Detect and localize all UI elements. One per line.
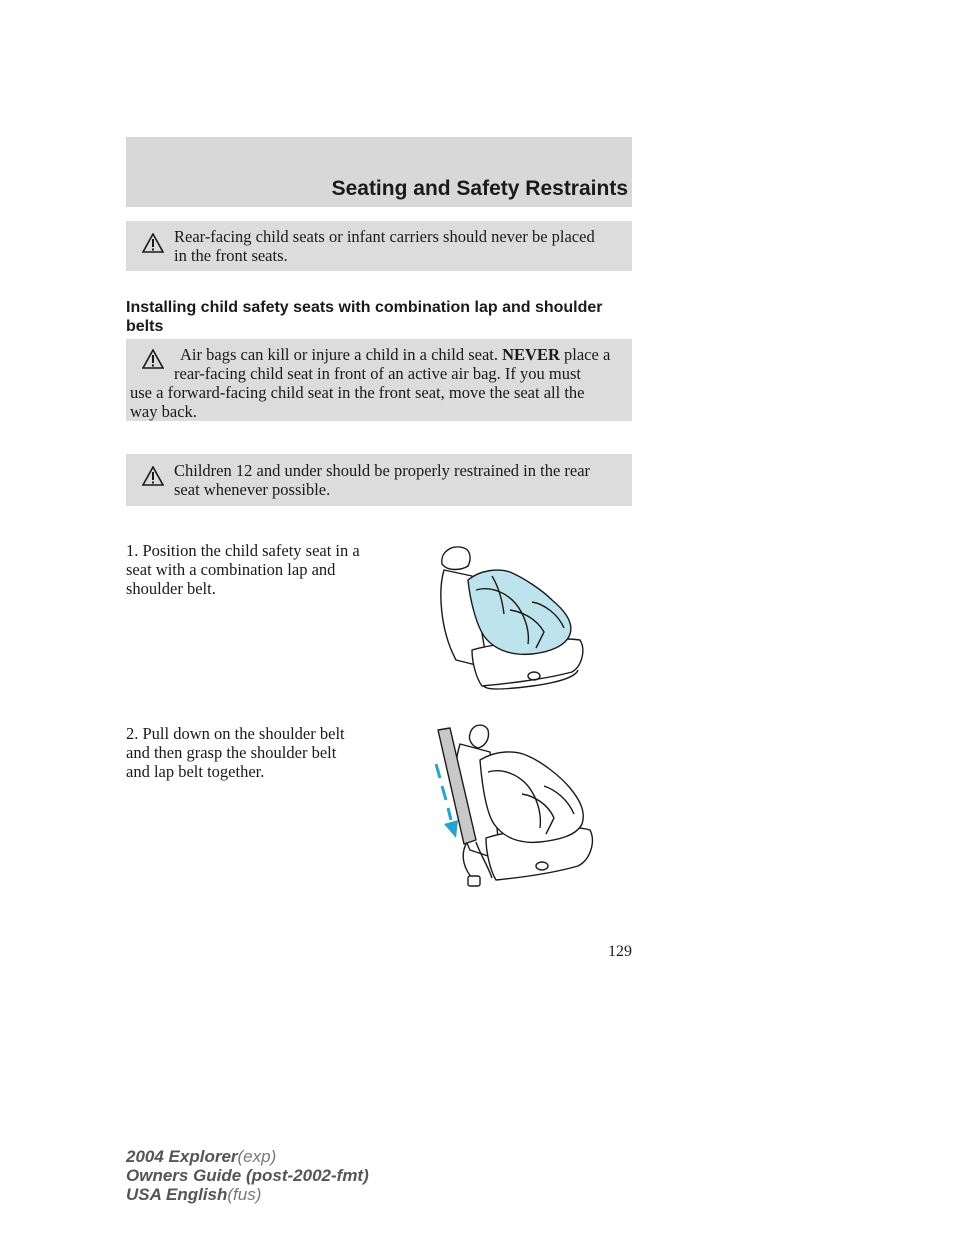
- footer-line: [126, 1185, 369, 1204]
- step-line: and lap belt together.: [126, 762, 265, 781]
- footer-language: USA English: [126, 1185, 228, 1204]
- warning-box-air-bags: [126, 339, 632, 421]
- warning-box-front-seats: [126, 221, 632, 271]
- document-footer: [126, 1147, 369, 1204]
- section-heading-line: belts: [126, 318, 164, 335]
- section-heading: [126, 298, 632, 336]
- footer-model: 2004 Explorer: [126, 1147, 238, 1166]
- warning-line: way back.: [130, 402, 197, 421]
- warning-line: [126, 345, 632, 364]
- warning-line: use a forward-facing child seat in the front seat, move the seat all the: [130, 383, 585, 402]
- step-line: seat with a combination lap and: [126, 560, 336, 579]
- warning-text: place a: [564, 345, 611, 364]
- warning-emphasis: NEVER: [502, 345, 560, 364]
- step-2-text: [126, 724, 396, 781]
- page-number: 129: [608, 943, 632, 960]
- warning-line: seat whenever possible.: [174, 480, 331, 499]
- warning-line: Children 12 and under should be properly restrained in the rear: [174, 461, 591, 480]
- footer-line: [126, 1147, 369, 1166]
- warning-triangle-icon: [142, 466, 164, 486]
- child-seat-illustration: [432, 540, 592, 700]
- footer-code: (fus): [227, 1185, 262, 1204]
- warning-line: rear-facing child seat in front of an active air bag. If you must: [174, 364, 581, 383]
- shoulder-belt-illustration: [430, 720, 600, 890]
- warning-line: Rear-facing child seats or infant carriers should never be placed: [174, 227, 595, 246]
- warning-text: Air bags can kill or injure a child in a child seat.: [180, 345, 498, 364]
- step-line: 1. Position the child safety seat in a: [126, 541, 360, 560]
- section-title: Seating and Safety Restraints: [331, 177, 628, 200]
- footer-code: (exp): [237, 1147, 277, 1166]
- step-line: shoulder belt.: [126, 579, 216, 598]
- section-heading-line: Installing child safety seats with combination lap and shoulder: [126, 299, 603, 316]
- warning-box-children-12: [126, 454, 632, 506]
- step-line: and then grasp the shoulder belt: [126, 743, 337, 762]
- warning-line: in the front seats.: [174, 246, 288, 265]
- step-1-text: [126, 541, 396, 598]
- step-line: 2. Pull down on the shoulder belt: [126, 724, 345, 743]
- section-header-band: [126, 137, 632, 207]
- footer-line: Owners Guide (post-2002-fmt): [126, 1166, 369, 1185]
- warning-triangle-icon: [142, 233, 164, 253]
